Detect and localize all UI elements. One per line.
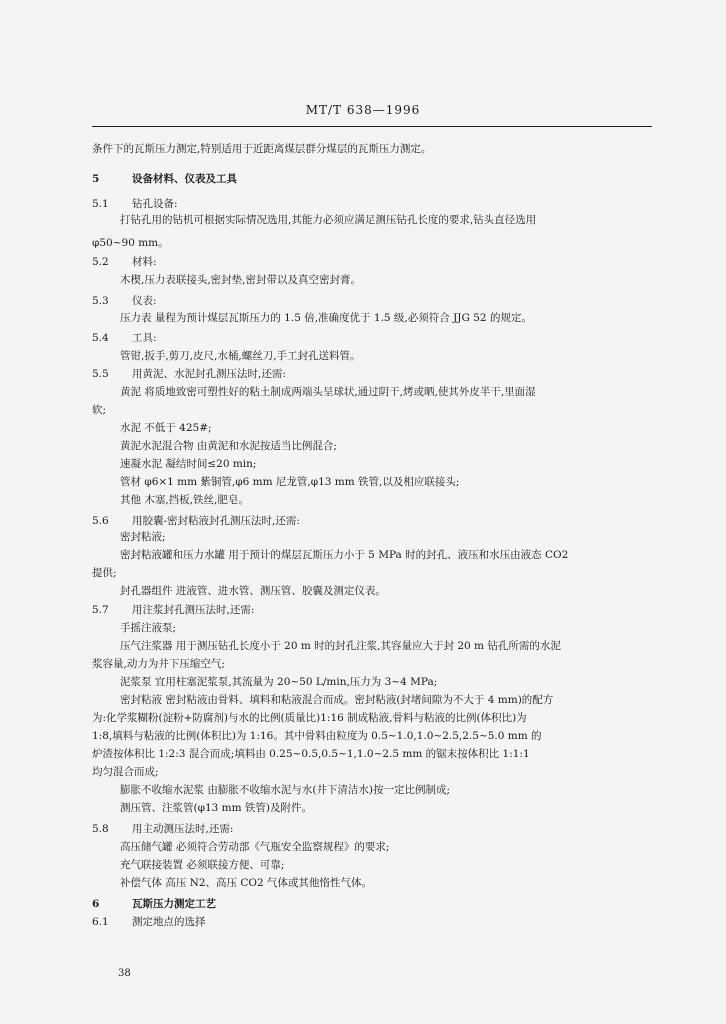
line-text: 打钻孔用的钻机可根据实际情况选用,其能力必须应满足测压钻孔长度的要求,钻头直径选用	[120, 214, 537, 226]
line-text: 水泥 不低于 425#;	[120, 422, 212, 434]
line-text: 黄泥 将质地致密可塑性好的粘土制成两端头呈球状,通过阴干,烤或晒,使其外皮半干,里面湿	[120, 386, 536, 398]
section-line-5-5	[92, 367, 286, 381]
text-line	[120, 421, 212, 435]
text-line	[92, 142, 431, 156]
line-text: 测定地点的选择	[132, 916, 206, 928]
line-text: 管钳,扳手,剪刀,皮尺,水桶,螺丝刀,手工封孔送料管。	[120, 350, 361, 362]
section-number: 5.4	[92, 332, 109, 344]
text-line	[92, 566, 117, 580]
line-text: 设备材料、仪表及工具	[132, 173, 237, 185]
header-rule	[92, 126, 652, 127]
line-text: 钻孔设备:	[132, 198, 178, 210]
section-line-5-2	[92, 255, 157, 269]
line-text: 用注浆封孔测压法时,还需:	[132, 604, 255, 616]
line-text: 其他 木塞,挡板,铁丝,肥皂。	[120, 494, 249, 506]
text-line	[120, 213, 536, 227]
section-number: 5.2	[92, 256, 109, 268]
section-line-5	[92, 172, 237, 186]
line-text: 高压储气罐 必须符合劳动部《气瓶安全监察规程》的要求;	[120, 841, 390, 853]
text-line	[92, 657, 225, 671]
line-text: 密封粘液;	[120, 531, 166, 543]
text-line	[120, 858, 284, 872]
section-number: 5.3	[92, 295, 109, 307]
text-line	[120, 639, 561, 653]
line-text: 仪表:	[132, 295, 157, 307]
line-text: 用主动测压法时,还需:	[132, 823, 234, 835]
section-line-5-7	[92, 603, 254, 617]
line-text: 压气注浆器 用于测压钻孔长度小于 20 m 时的封孔注浆,其容量应大于封 20 m 钻孔所需的水泥	[120, 640, 561, 652]
section-number: 6.1	[92, 916, 109, 928]
text-line	[120, 457, 256, 471]
standard-header: MT/T 638—1996	[305, 103, 421, 117]
line-text: 压力表 量程为预计煤层瓦斯压力的 1.5 倍,准确度优于 1.5 级,必须符合 JJG 52 的规定。	[120, 312, 532, 324]
line-text: 补偿气体 高压 N2、高压 CO2 气体或其他惰性气体。	[120, 877, 373, 889]
text-line	[120, 311, 532, 325]
section-number: 5.8	[92, 823, 109, 835]
section-line-6-1	[92, 915, 206, 929]
line-text: 木楔,压力表联接头,密封垫,密封带以及真空密封膏。	[120, 274, 362, 286]
line-text: 黄泥水泥混合物 由黄泥和水泥按适当比例混合;	[120, 440, 337, 452]
line-text: 速凝水泥 凝结时间≤20 min;	[120, 458, 257, 470]
line-text: 软;	[92, 404, 107, 416]
line-text: 1:8,填料与粘液的比例(体积比)为 1:16。其中骨料由粒度为 0.5~1.0,1.0~2.5,2.5~5.0 mm 的	[92, 730, 542, 742]
line-text: 用黄泥、水泥封孔测压法时,还需:	[132, 368, 286, 380]
section-number: 5	[92, 173, 100, 185]
line-text: 管材 φ6×1 mm 紫铜管,φ6 mm 尼龙管,φ13 mm 铁管,以及相应联接头;	[120, 476, 460, 488]
line-text: 瓦斯压力测定工艺	[132, 898, 216, 910]
text-line	[92, 236, 169, 250]
section-number: 5.6	[92, 515, 109, 527]
text-line	[120, 876, 372, 890]
section-line-6	[92, 897, 216, 911]
text-line	[120, 530, 166, 544]
text-line	[120, 385, 536, 399]
text-line	[92, 729, 542, 743]
text-line	[120, 349, 361, 363]
section-line-5-6	[92, 514, 300, 528]
text-line	[120, 493, 249, 507]
line-text: 用胶囊-密封粘液封孔测压法时,还需:	[132, 515, 300, 527]
text-line	[92, 747, 530, 761]
text-line	[120, 273, 361, 287]
line-text: 密封粘液罐和压力水罐 用于预计的煤层瓦斯压力小于 5 MPa 时的封孔、液压和水压由液态 CO2	[120, 549, 569, 561]
text-line	[120, 840, 389, 854]
line-text: φ50~90 mm。	[92, 237, 169, 249]
text-line	[120, 675, 437, 689]
page-number: 38	[118, 968, 131, 979]
line-text: 泥浆泵 宜用柱塞泥浆泵,其流量为 20~50 L/min,压力为 3~4 MPa;	[120, 676, 438, 688]
line-text: 封孔器组件 进液管、进水管、测压管、胶囊及测定仪表。	[120, 585, 386, 597]
line-text: 为:化学浆糊粉(淀粉+防腐剂)与水的比例(质量比)1:16 制成粘液,骨料与粘液的比例(体积比)为	[92, 712, 527, 724]
text-line	[120, 801, 312, 815]
text-line	[120, 621, 176, 635]
section-number: 5.1	[92, 198, 109, 210]
section-number: 5.7	[92, 604, 109, 616]
line-text: 膨胀不收缩水泥浆 由膨胀不收缩水泥与水(井下清洁水)按一定比例制成;	[120, 784, 451, 796]
line-text: 均匀混合而成;	[92, 766, 159, 778]
line-text: 条件下的瓦斯压力测定,特别适用于近距离煤层群分煤层的瓦斯压力测定。	[92, 143, 432, 155]
line-text: 密封粘液 密封粘液由骨料、填料和粘液混合而成。密封粘液(封堵间隙为不大于 4 mm)的配方	[120, 694, 554, 706]
text-line	[120, 584, 386, 598]
line-text: 炉渣按体积比 1:2:3 混合而成;填料由 0.25~0.5,0.5~1,1.0~2.5 mm 的锯末按体积比 1:1:1	[92, 748, 530, 760]
line-text: 工具:	[132, 332, 157, 344]
line-text: 材料:	[132, 256, 157, 268]
text-line	[120, 439, 337, 453]
text-line	[92, 765, 159, 779]
section-line-5-4	[92, 331, 157, 345]
section-number: 6	[92, 898, 100, 910]
line-text: 充气联接装置 必须联接方便、可靠;	[120, 859, 285, 871]
line-text: 手摇注液泵;	[120, 622, 177, 634]
section-number: 5.5	[92, 368, 109, 380]
text-line	[120, 548, 568, 562]
line-text: 测压管、注浆管(φ13 mm 铁管)及附件。	[120, 802, 312, 814]
text-line	[92, 711, 527, 725]
text-line	[120, 693, 553, 707]
text-line	[120, 475, 459, 489]
line-text: 浆容量,动力为井下压缩空气;	[92, 658, 225, 670]
section-line-5-3	[92, 294, 157, 308]
text-line	[120, 783, 450, 797]
section-line-5-1	[92, 197, 178, 211]
text-line	[92, 403, 106, 417]
line-text: 提供;	[92, 567, 117, 579]
section-line-5-8	[92, 822, 233, 836]
